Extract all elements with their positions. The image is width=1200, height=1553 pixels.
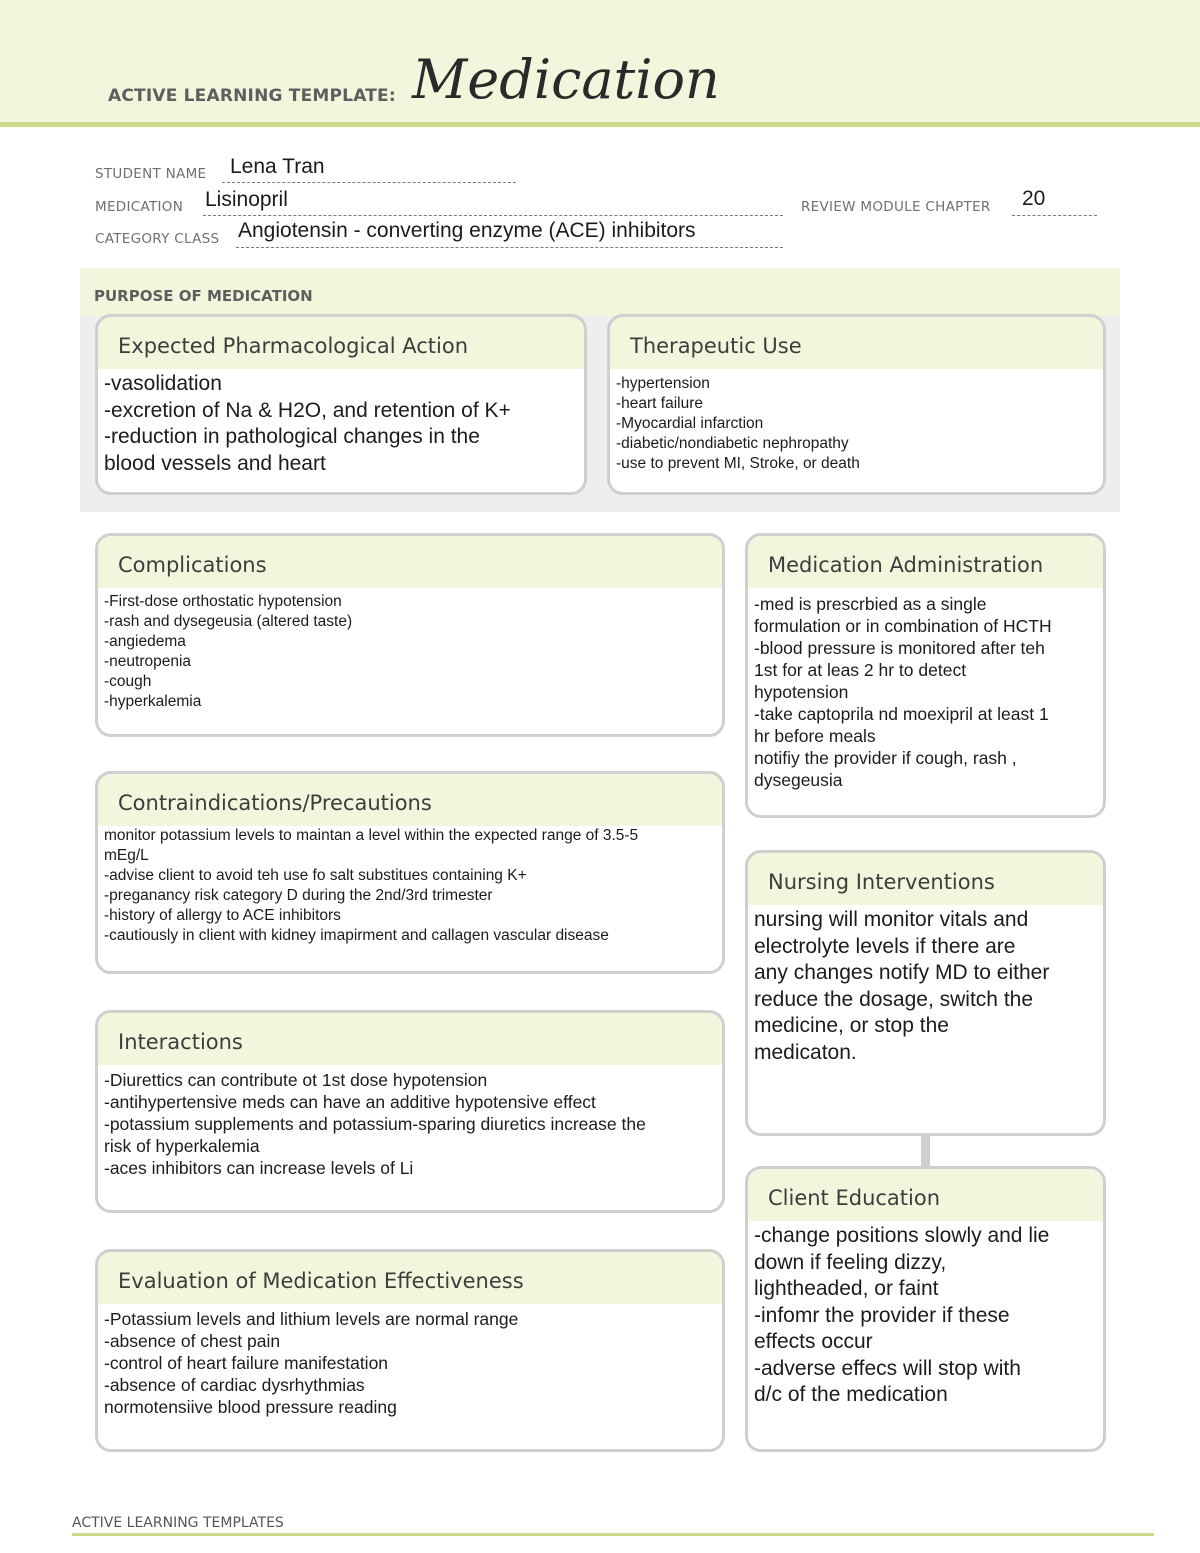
evaluation-line: normotensiive blood pressure reading [104, 1397, 397, 1417]
chapter-field[interactable]: 20 [1022, 187, 1046, 210]
complications-line: -hyperkalemia [104, 693, 202, 710]
client-education-line: -adverse effecs will stop with [754, 1356, 1021, 1380]
client-education-line: -infomr the provider if these [754, 1303, 1010, 1327]
interactions-line: -aces inhibitors can increase levels of Li [104, 1158, 414, 1178]
category-field[interactable]: Angiotensin - converting enzyme (ACE) inhibitors [238, 219, 696, 242]
interactions-line: -antihypertensive meds can have an additive hypotensive effect [104, 1092, 596, 1112]
therapeutic-use-line: -diabetic/nondiabetic nephropathy [616, 435, 849, 452]
expected-action-body [98, 369, 584, 477]
medication-label: MEDICATION [95, 199, 184, 215]
client-education-line: effects occur [754, 1330, 873, 1353]
medication-field[interactable]: Lisinopril [205, 188, 288, 211]
footer-label: ACTIVE LEARNING TEMPLATES [72, 1515, 284, 1531]
interactions-line: -Diurettics can contribute ot 1st dose hypotension [104, 1070, 488, 1090]
client-education-line: lightheaded, or faint [754, 1277, 939, 1300]
nursing-line: medicaton. [754, 1040, 857, 1064]
category-label: CATEGORY CLASS [95, 231, 220, 247]
administration-line: notifiy the provider if cough, rash , [754, 748, 1017, 768]
evaluation-line: -Potassium levels and lithium levels are normal range [104, 1309, 519, 1329]
purpose-label: PURPOSE OF MEDICATION [94, 287, 313, 305]
expected-action-line: blood vessels and heart [104, 451, 326, 475]
contraindications-line: monitor potassium levels to maintan a level within the expected range of 3.5-5 [104, 827, 639, 844]
template-label: ACTIVE LEARNING TEMPLATE: [108, 86, 396, 106]
contraindications-line: -history of allergy to ACE inhibitors [104, 907, 341, 924]
therapeutic-use-line: -Myocardial infarction [616, 415, 764, 432]
chapter-label: REVIEW MODULE CHAPTER [801, 199, 991, 215]
therapeutic-use-title: Therapeutic Use [610, 317, 1103, 369]
complications-line: -neutropenia [104, 653, 192, 670]
administration-line: 1st for at leas 2 hr to detect [754, 660, 967, 680]
medication-line [203, 215, 783, 216]
administration-line: -blood pressure is monitored after teh [754, 638, 1045, 658]
administration-title: Medication Administration [748, 536, 1103, 588]
administration-line: dysegeusia [754, 770, 843, 790]
contraindications-body [98, 826, 722, 946]
complications-line: -cough [104, 673, 152, 690]
client-education-title: Client Education [748, 1169, 1103, 1221]
administration-line: -med is prescrbied as a single [754, 594, 987, 614]
interactions-line: -potassium supplements and potassium-sparing diuretics increase the [104, 1114, 646, 1134]
administration-body [748, 588, 1103, 791]
client-education-box [745, 1166, 1106, 1452]
therapeutic-use-line: -hypertension [616, 375, 710, 392]
therapeutic-use-box [607, 314, 1106, 495]
nursing-line: nursing will monitor vitals and [754, 908, 1029, 931]
nursing-body [748, 905, 1103, 1066]
complications-line: -First-dose orthostatic hypotension [104, 593, 342, 610]
interactions-box [95, 1010, 725, 1213]
expected-action-line: -excretion of Na & H2O, and retention of K+ [104, 398, 511, 422]
interactions-line: risk of hyperkalemia [104, 1136, 260, 1156]
complications-title: Complications [98, 536, 722, 588]
administration-line: formulation or in combination of HCTH [754, 616, 1052, 636]
complications-line: -angiedema [104, 633, 186, 650]
administration-box [745, 533, 1106, 818]
interactions-body [98, 1065, 722, 1179]
contraindications-line: mEg/L [104, 847, 149, 864]
therapeutic-use-line: -use to prevent MI, Stroke, or death [616, 455, 860, 472]
evaluation-body [98, 1304, 722, 1418]
nursing-box [745, 850, 1106, 1136]
client-education-line: d/c of the medication [754, 1383, 948, 1406]
client-education-line: -change positions slowly and lie [754, 1224, 1050, 1247]
complications-line: -rash and dysegeusia (altered taste) [104, 613, 353, 630]
client-education-line: down if feeling dizzy, [754, 1250, 947, 1274]
contraindications-line: -cautiously in client with kidney imapirment and callagen vascular disease [104, 927, 609, 944]
nursing-line: any changes notify MD to either [754, 961, 1050, 984]
evaluation-line: -absence of chest pain [104, 1331, 281, 1351]
page-title: Medication [412, 48, 720, 111]
contraindications-title: Contraindications/Precautions [98, 774, 722, 826]
box-connector [921, 1134, 930, 1168]
expected-action-title: Expected Pharmacological Action [98, 317, 584, 369]
client-education-body [748, 1221, 1103, 1409]
chapter-line [1012, 215, 1097, 216]
contraindications-box [95, 771, 725, 974]
complications-box [95, 533, 725, 737]
nursing-line: electrolyte levels if there are [754, 934, 1016, 958]
administration-line: -take captoprila nd moexipril at least 1 [754, 704, 1049, 724]
nursing-title: Nursing Interventions [748, 853, 1103, 905]
expected-action-line: -vasolidation [104, 372, 222, 395]
nursing-line: medicine, or stop the [754, 1014, 949, 1037]
student-name-field[interactable]: Lena Tran [230, 155, 325, 178]
category-line [236, 247, 783, 248]
student-name-label: STUDENT NAME [95, 166, 207, 182]
therapeutic-use-body [610, 369, 1103, 474]
interactions-title: Interactions [98, 1013, 722, 1065]
footer-rule [72, 1533, 1154, 1536]
evaluation-title: Evaluation of Medication Effectiveness [98, 1252, 722, 1304]
evaluation-line: -absence of cardiac dysrhythmias [104, 1375, 365, 1395]
evaluation-line: -control of heart failure manifestation [104, 1353, 389, 1373]
expected-action-line: -reduction in pathological changes in the [104, 425, 480, 448]
administration-line: hr before meals [754, 726, 876, 746]
expected-action-box [95, 314, 587, 495]
student-name-line [222, 182, 516, 183]
therapeutic-use-line: -heart failure [616, 395, 704, 412]
header-rule [0, 122, 1200, 127]
nursing-line: reduce the dosage, switch the [754, 987, 1034, 1011]
contraindications-line: -advise client to avoid teh use fo salt substitues containing K+ [104, 867, 527, 884]
contraindications-line: -preganancy risk category D during the 2nd/3rd trimester [104, 887, 493, 904]
evaluation-box [95, 1249, 725, 1452]
complications-body [98, 588, 722, 712]
administration-line: hypotension [754, 682, 849, 702]
